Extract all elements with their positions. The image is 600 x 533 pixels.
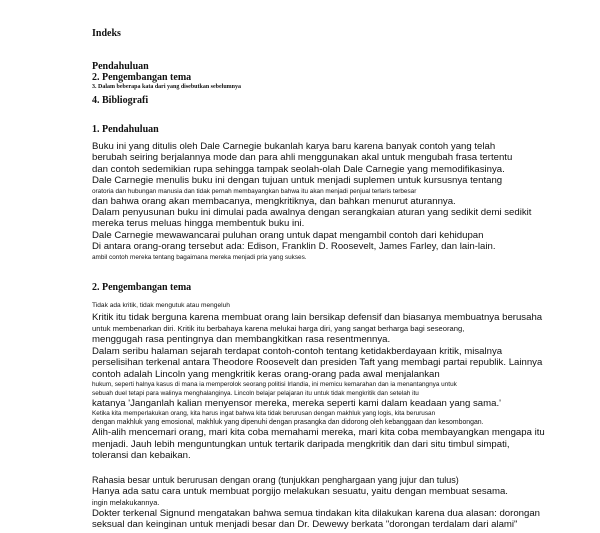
secret-paragraphs [92, 475, 562, 531]
text-line: oratoria dan hubungan manusia dan tidak pernah membayangkan bahwa itu akan menjadi penjual terlaris terbesar [92, 187, 417, 195]
index-title: Indeks [92, 28, 121, 39]
text-line: dan contoh sedemikian rupa sehingga tampak seolah-olah Dale Carnegie yang memodifikasinya. [92, 163, 505, 175]
text-line: menggugah rasa pentingnya dan membangkitkan rasa resentmennya. [92, 334, 391, 346]
intro-paragraphs [92, 141, 562, 262]
development-paragraphs [92, 312, 562, 462]
text-line: Buku ini yang ditulis oleh Dale Carnegie bukanlah karya baru karena banyak contoh yang telah [92, 141, 496, 152]
text-line: Dale Carnegie menulis buku ini dengan tujuan untuk menjadi suplemen untuk kursusnya tentang [92, 175, 503, 187]
text-line: contoh adalah Lincoln yang mengkritik keras orang-orang pada awal menjalankan [92, 368, 440, 380]
text-line: Dale Carnegie mewawancarai puluhan orang untuk dapat mengambil contoh dari kehidupan [92, 229, 484, 241]
text-line: Ketika kita memperlakukan orang, kita harus ingat bahwa kita tidak berurusan dengan makhluk yang logis, kita berurusan [92, 410, 436, 418]
text-line: mereka terus meluas hingga membentuk buku ini. [92, 218, 305, 230]
text-line: dan bahwa orang akan membacanya, mengkritiknya, dan bahkan menurut aturannya. [92, 195, 456, 207]
text-line: ambil contoh mereka tentang bagaimana mereka menjadi pria yang sukses. [92, 253, 307, 261]
text-line: Kritik itu tidak berguna karena membuat orang lain bersikap defensif dan biasanya membuatnya berusaha [92, 312, 543, 323]
section-heading-intro: 1. Pendahuluan [92, 124, 159, 135]
section-heading-development: 2. Pengembangan tema [92, 282, 192, 293]
text-line: berubah seiring berjalannya mode dan para ahli menggunakan akal untuk mengubah frasa tertentu [92, 152, 513, 164]
text-line: menjadi. Jauh lebih menguntungkan untuk tertarik daripada mengkritik dan dari situ timbul simpati, [92, 438, 510, 450]
text-line: Dalam penyusunan buku ini dimulai pada awalnya dengan serangkaian aturan yang sedikit demi sedikit [92, 207, 532, 219]
text-line: Dalam seribu halaman sejarah terdapat contoh-contoh tentang ketidakberdayaan kritik, misalnya [92, 345, 503, 357]
section-subtitle: Tidak ada kritik, tidak mengutuk atau mengeluh [92, 302, 230, 309]
toc-item-summary: 3. Dalam beberapa kata dari yang disebutkan sebelumnya [92, 84, 242, 90]
text-line: Hanya ada satu cara untuk membuat porgijo melakukan sesuatu, yaitu dengan membuat sesama. [92, 486, 508, 498]
text-line: ingin melakukannya. [92, 497, 160, 507]
text-line: perselisihan terkenal antara Theodore Roosevelt dan presiden Taft yang membagi partai republik. Lainnya [92, 357, 543, 369]
text-line: hukum, seperti halnya kasus di mana ia memperolok seorang politisi Irlandia, ini memicu kemarahan dan ia menantangnya untuk [92, 381, 457, 389]
text-line: toleransi dan kebaikan. [92, 450, 191, 462]
toc-item-intro: Pendahuluan [92, 61, 149, 72]
text-line: untuk membenarkan diri. Kritik itu berbahaya karena melukai harga diri, yang sangat berharga bagi seseorang, [92, 324, 465, 334]
text-line: Alih-alih mencemari orang, mari kita coba memahami mereka, mari kita coba membayangkan mengapa itu [92, 427, 545, 439]
text-line: Di antara orang-orang tersebut ada: Edison, Franklin D. Roosevelt, James Farley, dan lain-lain. [92, 241, 496, 253]
text-line: katanya 'Janganlah kalian menyensor mereka, mereka seperti kami dalam keadaan yang sama.' [92, 398, 501, 410]
toc-item-development: 2. Pengembangan tema [92, 72, 192, 83]
text-line: seksual dan keinginan untuk menjadi besar dan Dr. Dewewy berkata "dorongan terdalam dari alami" [92, 519, 518, 531]
text-line: dengan makhluk yang emosional, makhluk yang dipenuhi dengan prasangka dan didorong oleh kebanggaan dan kesombongan. [92, 419, 484, 427]
toc-item-bibliography: 4. Bibliografi [92, 95, 149, 106]
text-line: sebuah duel tetapi para walinya menghalanginya. Lincoln belajar pelajaran itu untuk tidak mengkritik dan setelah itu [92, 390, 419, 398]
text-line: Rahasia besar untuk berurusan dengan orang (tunjukkan penghargaan yang jujur dan tulus) [92, 475, 459, 485]
text-line: Dokter terkenal Signund mengatakan bahwa semua tindakan kita dilakukan karena dua alasan: dorongan [92, 507, 541, 519]
